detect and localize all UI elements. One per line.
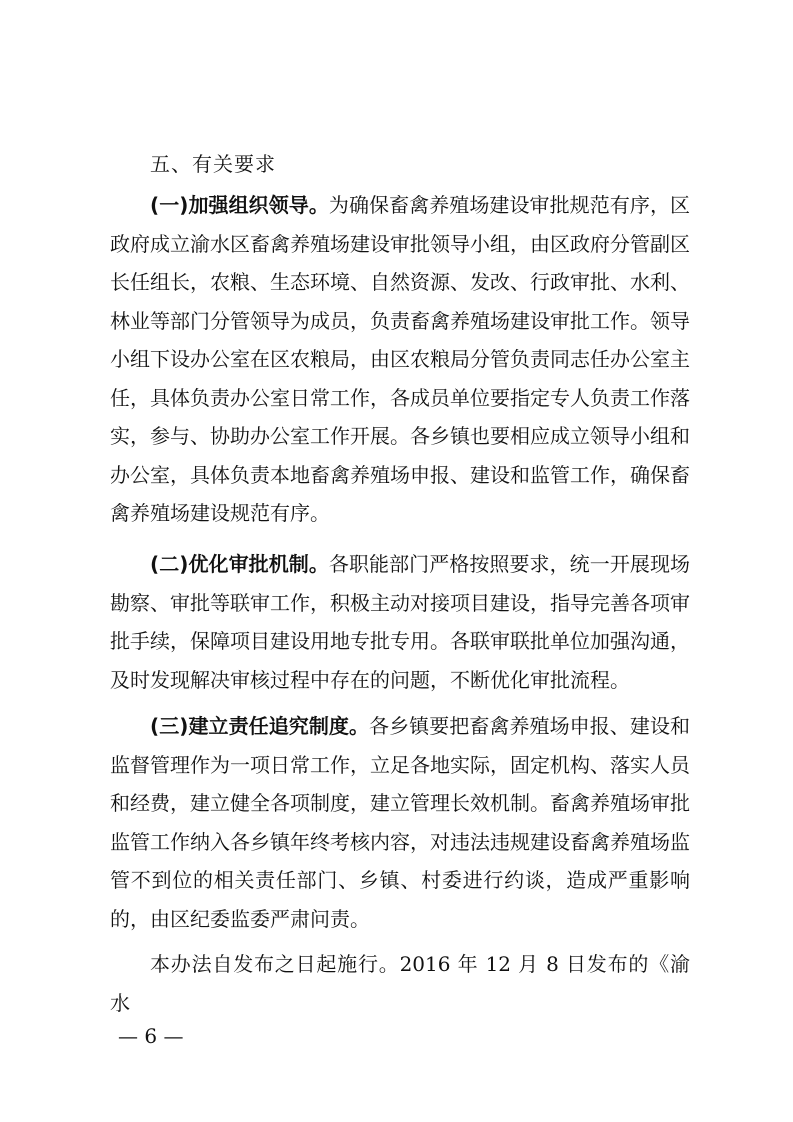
- paragraph-lead: (二)优化审批机制。: [150, 552, 329, 576]
- paragraph-accountability: [110, 707, 690, 938]
- paragraph-lead: (一)加强组织领导。: [150, 193, 329, 217]
- section-heading: 五、有关要求: [150, 152, 276, 176]
- paragraph-body: 为确保畜禽养殖场建设审批规范有序，区政府成立渝水区畜禽养殖场建设审批领导小组，由区政府分管副区长任组长，农粮、生态环境、自然资源、发改、行政审批、水利、林业等部门分管领导为成员，负责畜禽养殖场建设审批工作。领导小组下设办公室在区农粮局，由区农粮局分管负责同志任办公室主任，具体负责办公室日常工作，各成员单位要指定专人负责工作落实，参与、协助办公室工作开展。各乡镇也要相应成立领导小组和办公室，具体负责本地畜禽养殖场申报、建设和监管工作，确保畜禽养殖场建设规范有序。: [110, 193, 691, 525]
- paragraph-body: 本办法自发布之日起施行。2016 年 12 月 8 日发布的《渝水: [110, 952, 690, 1015]
- paragraph-body: 各职能部门严格按照要求，统一开展现场勘察、审批等联审工作，积极主动对接项目建设，指导完善各项审批手续，保障项目建设用地专批专用。各联审联批单位加强沟通，及时发现解决审核过程中存在的问题，不断优化审批流程。: [110, 552, 691, 692]
- paragraph-lead: (三)建立责任追究制度。: [150, 714, 370, 738]
- paragraph-effective-date: [110, 945, 690, 1022]
- page-number: — 6 —: [118, 1024, 184, 1048]
- paragraph-organization-leadership: [110, 186, 690, 533]
- paragraph-body: 各乡镇要把畜禽养殖场申报、建设和监督管理作为一项日常工作，立足各地实际，固定机构、落实人员和经费，建立健全各项制度，建立管理长效机制。畜禽养殖场审批监管工作纳入各乡镇年终考核内容，对违法违规建设畜禽养殖场监管不到位的相关责任部门、乡镇、村委进行约谈，造成严重影响的，由区纪委监委严肃问责。: [110, 714, 691, 931]
- paragraph-approval-mechanism: [110, 545, 690, 699]
